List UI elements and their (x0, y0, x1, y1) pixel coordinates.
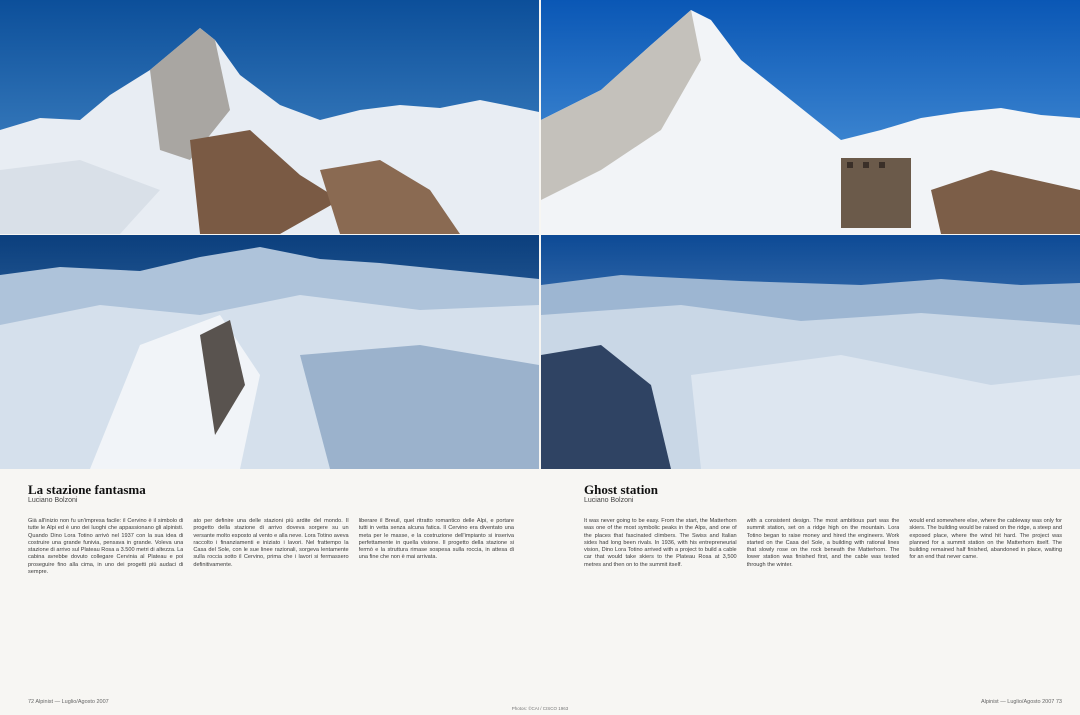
text-column: It was never going to be easy. From the start, the Matterhorn was one of the most symbolic peaks in the Alps, and one of the places that fascinated climbers. The Swiss and Italian sides had long been rivals. In 1936, with his entrepreneurial vision, Dino Lora Totino arrived with a project to build a cable car that would take skiers to the Plateau Rosa at 3,500 metres and then on to the summit itself. (584, 518, 737, 568)
matterhorn-station-photo (541, 0, 1080, 234)
article-author-italian: Luciano Bolzoni (28, 497, 78, 504)
page-folio-right: Alpinist — Luglio/Agosto 2007 73 (980, 699, 1062, 705)
photo-credit: Photos: ©CAI / CISCO 1963 (511, 706, 569, 711)
text-column: Già all'inizio non fu un'impresa facile: il Cervino è il simbolo di tutte le Alpi ed è uno dei luoghi che appassionano gli alpinisti. Quando Dino Lora Totino arrivò nel 1937 con la sua idea di costruire una grande funivia, pensava in grande. Voleva una stazione di arrivo sul Plateau Rosa a 3.500 metri di altezza. La cabina avrebbe dovuto collegare Cervinia al Plateau e poi proseguire fino alla cima, in uno dei progetti più audaci di sempre. (28, 518, 184, 576)
page-folio-left: 72 Alpinist — Luglio/Agosto 2007 (28, 699, 109, 705)
article-title-italian: La stazione fantasma (28, 482, 146, 497)
article-title-english: Ghost station (584, 482, 659, 497)
article-body-english (584, 518, 1062, 681)
glacier-plateau-photo (541, 235, 1080, 469)
article-body-italian (28, 518, 514, 681)
matterhorn-peak-photo (0, 0, 539, 234)
text-column: would end somewhere else, where the cableway was only for skiers. The building would be raised on the ridge, a steep and exposed place, where the wind hit hard. The project was planned for a summit station on the Matterhorn itself. The building remained half finished, abandoned in place, waiting for an end that never came. (909, 518, 1063, 561)
article-author-english: Luciano Bolzoni (584, 497, 634, 504)
text-column: ato per definire una delle stazioni più ardite del mondo. Il progetto della stazione di arrivo doveva sorgere su un versante molto esposto al vento e alla neve. Lora Totino aveva raccolto i finanziamenti e iniziato i lavori. Nel frattempo la Casa del Sole, con le sue linee razionali, sorgeva lentamente sulla roccia sotto il Cervino, prima che i lavori si fermassero definitivamente. (193, 518, 349, 568)
text-column: with a consistent design. The most ambitious part was the summit station, set on a ridge high on the mountain. Lora Totino began to raise money and hired the engineers. Work started on the Casa del Sole, a building with rational lines that slowly rose on the rock beneath the Matterhorn. The lower station was finished first, and the cable was tested through the winter. (746, 518, 900, 568)
snowy-ridge-photo (0, 235, 539, 469)
right-page (540, 0, 1080, 715)
text-column: liberare il Breuil, quel ritratto romantico delle Alpi, e portare tutti in vetta senza alcuna fatica. Il Cervino era diventato una meta per le masse, e la costruzione dell'impianto si inseriva perfettamente in quella visione. Il progetto della stazione si fermò e la struttura rimase sospesa sulla roccia, in attesa di una fine che non è mai arrivata. (358, 518, 514, 561)
